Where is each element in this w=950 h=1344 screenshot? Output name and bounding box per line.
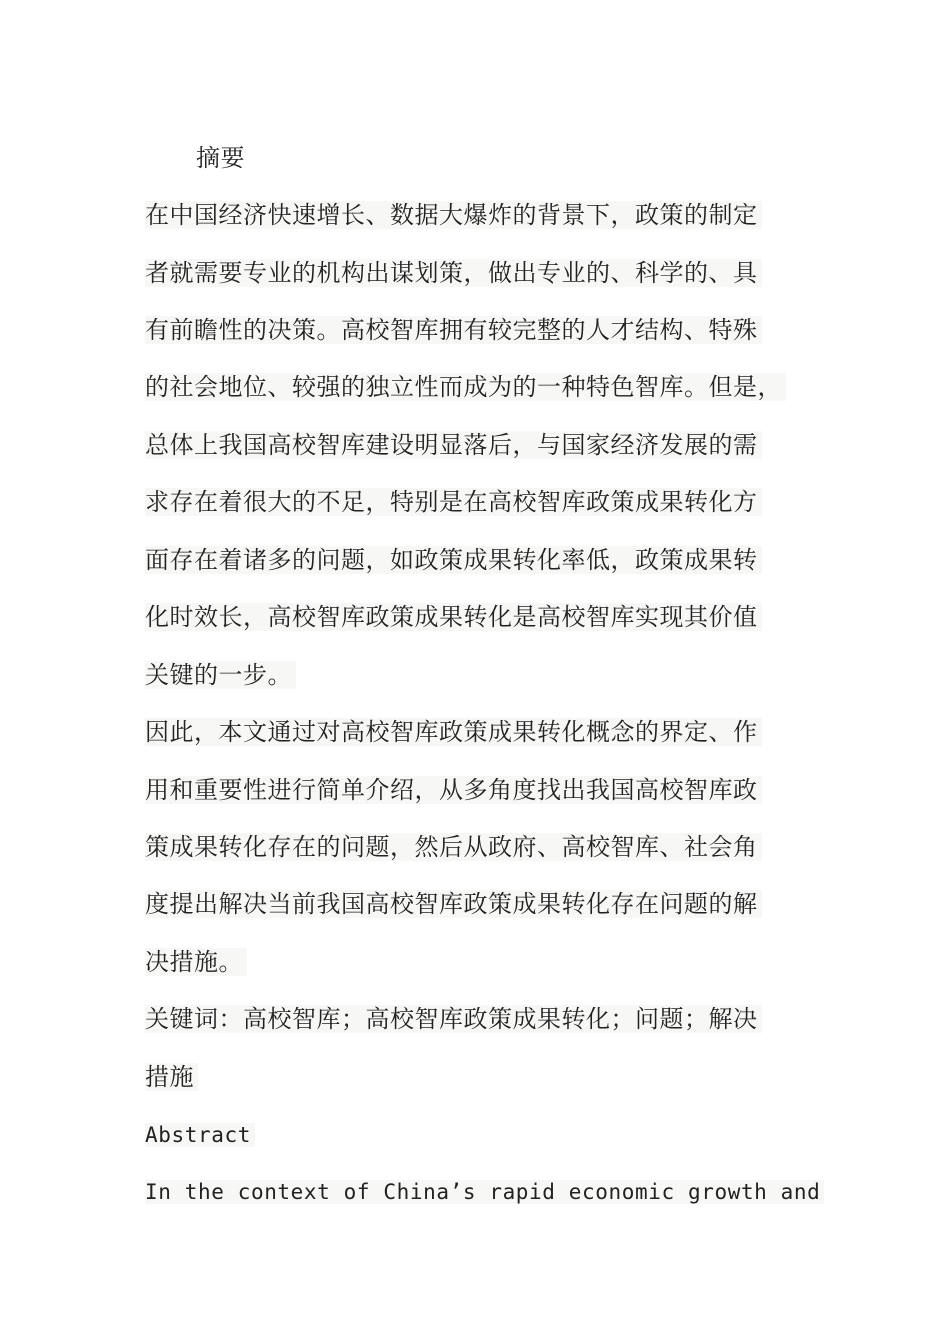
paragraph1-line-6: 求存在着很大的不足，特别是在高校智库政策成果转化方 [145,488,762,516]
paragraph1-line-9: 关键的一步。 [145,661,296,689]
paragraph1-line-5: 总体上我国高校智库建设明显落后，与国家经济发展的需 [145,431,762,459]
paragraph1-line-3: 有前瞻性的决策。高校智库拥有较完整的人才结构、特殊 [145,316,762,344]
paragraph1-line-2: 者就需要专业的机构出谋划策，做出专业的、科学的、具 [145,259,762,287]
paragraph1-line-1: 在中国经济快速增长、数据大爆炸的背景下，政策的制定 [145,201,762,229]
paragraph1-line-8: 化时效长，高校智库政策成果转化是高校智库实现其价值 [145,603,762,631]
paragraph2-line-4: 度提出解决当前我国高校智库政策成果转化存在问题的解 [145,890,762,918]
paragraph1-line-4: 的社会地位、较强的独立性而成为的一种特色智库。但是， [145,373,786,401]
paragraph2-line-1: 因此，本文通过对高校智库政策成果转化概念的界定、作 [145,718,762,746]
abstract-heading-cn: 摘要 [196,144,245,172]
paragraph1-line-7: 面存在着诸多的问题，如政策成果转化率低，政策成果转 [145,546,762,574]
english-line-1: In the context of China’s rapid economic growth and [145,1180,824,1204]
keywords-line-1: 关键词：高校智库；高校智库政策成果转化；问题；解决 [145,1005,762,1033]
paragraph2-line-5: 决措施。 [145,948,247,976]
keywords-line-2: 措施 [145,1063,198,1091]
paragraph2-line-2: 用和重要性进行简单介绍，从多角度找出我国高校智库政 [145,776,762,804]
abstract-heading-en: Abstract [145,1123,255,1147]
paragraph2-line-3: 策成果转化存在的问题，然后从政府、高校智库、社会角 [145,833,762,861]
